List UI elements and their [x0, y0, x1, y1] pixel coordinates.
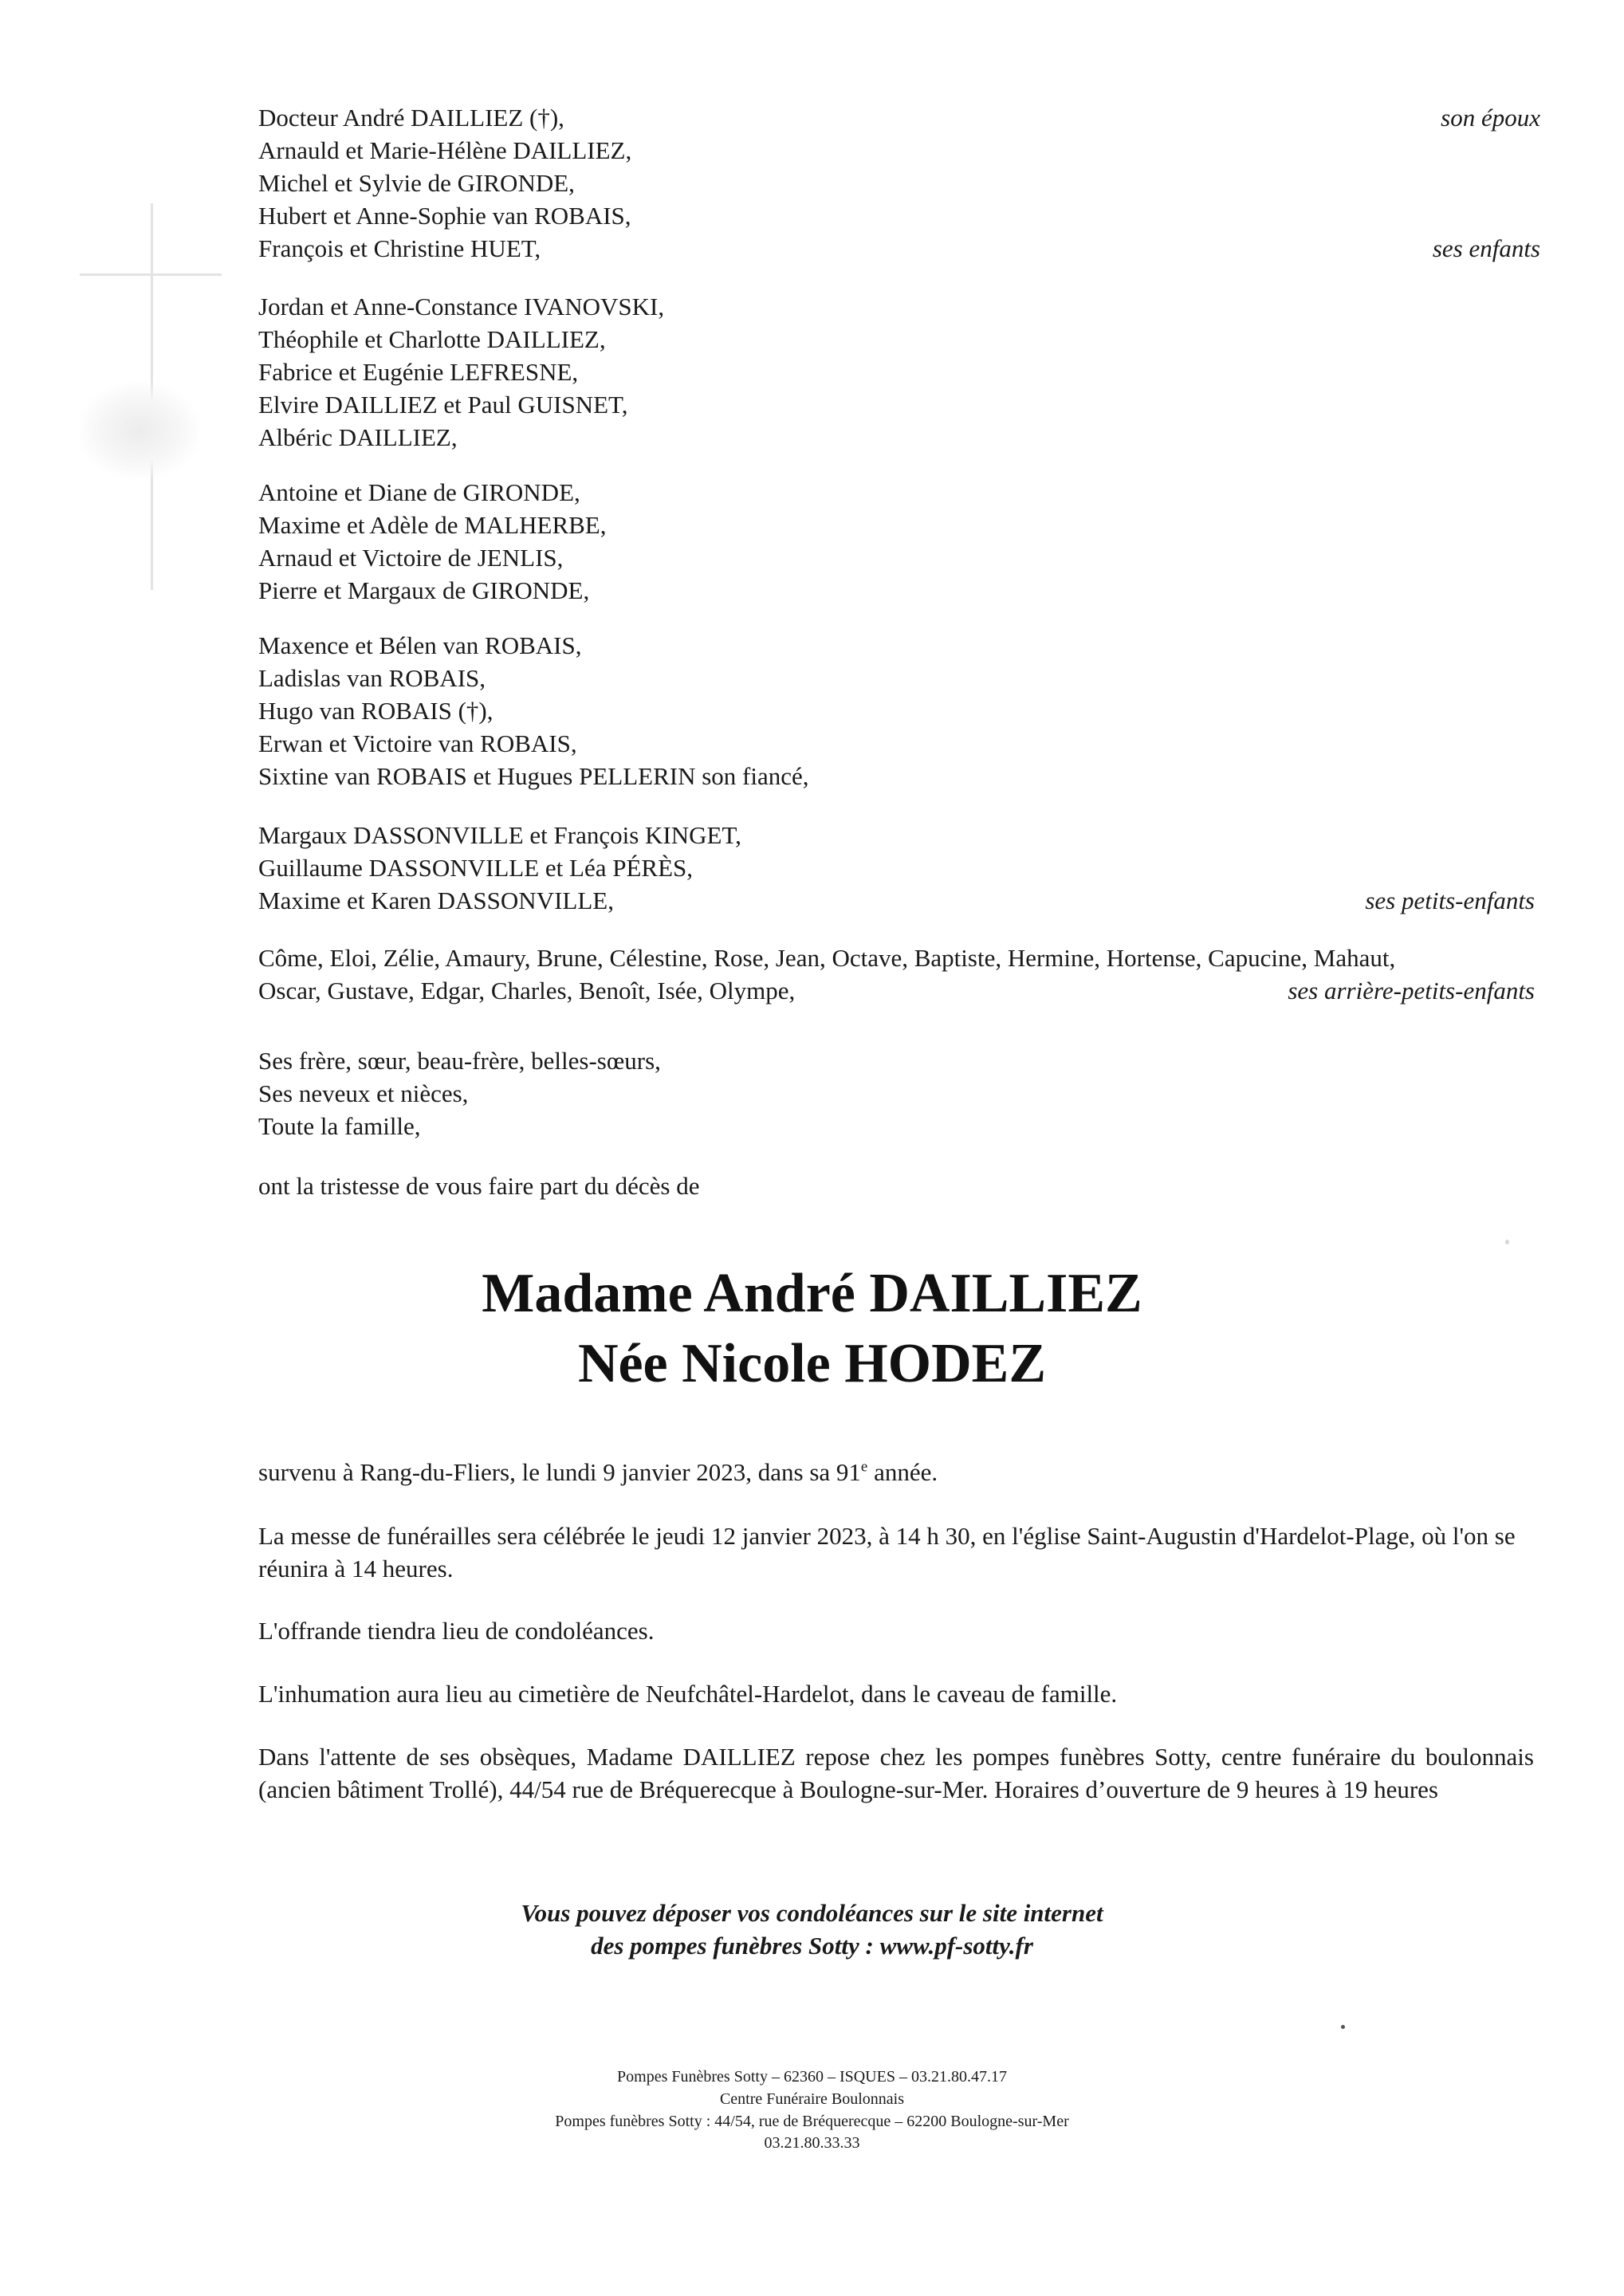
- family-line: Docteur André DAILLIEZ (†), son époux: [258, 101, 1534, 134]
- condolences-line-2: des pompes funèbres Sotty : www.pf-sotty.fr: [591, 1932, 1033, 1960]
- family-line: Hugo van ROBAIS (†),: [258, 697, 493, 725]
- family-line: Ladislas van ROBAIS,: [258, 664, 486, 692]
- family-line: Elvire DAILLIEZ et Paul GUISNET,: [258, 391, 628, 419]
- family-line: Hubert et Anne-Sophie van ROBAIS,: [258, 202, 631, 230]
- family-line: Albéric DAILLIEZ,: [258, 423, 458, 451]
- family-line: Maxime et Karen DASSONVILLE, ses petits-enfants: [258, 884, 1534, 917]
- family-line: François et Christine HUET, ses enfants: [258, 232, 1534, 265]
- family-line: Michel et Sylvie de GIRONDE,: [258, 169, 575, 197]
- relation-label: ses enfants: [1432, 234, 1540, 262]
- family-line: Ses frère, sœur, beau-frère, belles-sœurs,: [258, 1047, 661, 1075]
- announcement-line: ont la tristesse de vous faire part du décès de: [258, 1172, 700, 1200]
- family-line: Arnauld et Marie-Hélène DAILLIEZ,: [258, 136, 632, 164]
- death-notice: survenu à Rang-du-Fliers, le lundi 9 janvier 2023, dans sa 91e année.: [258, 1458, 938, 1486]
- family-group-grandchildren-dailliez: [258, 290, 1534, 454]
- cross-watermark-horizontal: [80, 273, 222, 276]
- family-line: Pierre et Margaux de GIRONDE,: [258, 576, 590, 604]
- family-line: Théophile et Charlotte DAILLIEZ,: [258, 325, 606, 353]
- family-group-extended: [258, 1044, 1534, 1142]
- family-group-grandchildren-gironde: [258, 476, 1534, 607]
- family-line: Jordan et Anne-Constance IVANOVSKI,: [258, 293, 665, 320]
- family-line: Toute la famille,: [258, 1112, 421, 1140]
- paper-smudge: [80, 383, 199, 478]
- family-line: Ses neveux et nièces,: [258, 1079, 469, 1107]
- viewing-paragraph: Dans l'attente de ses obsèques, Madame DAILLIEZ repose chez les pompes funèbres Sotty, centre funéraire du boulonnais (ancien bâtiment Trollé), 44/54 rue de Bréquerecque à Boulogne-sur-Mer. Horaires d’ouverture de 9 heures à 19 heures: [258, 1743, 1534, 1803]
- family-line: Côme, Eloi, Zélie, Amaury, Brune, Célestine, Rose, Jean, Octave, Baptiste, Hermine, Hortense, Capucine, Mahaut,: [258, 944, 1396, 972]
- relation-label: ses petits-enfants: [1365, 887, 1535, 914]
- family-line: Fabrice et Eugénie LEFRESNE,: [258, 358, 579, 386]
- family-group-great-grandchildren: [258, 942, 1534, 1007]
- family-group-grandchildren-robais: [258, 629, 1534, 792]
- relation-label: ses arrière-petits-enfants: [1288, 977, 1535, 1005]
- family-line: Antoine et Diane de GIRONDE,: [258, 478, 580, 506]
- family-line: Arnaud et Victoire de JENLIS,: [258, 544, 564, 572]
- offering-paragraph: L'offrande tiendra lieu de condoléances.: [258, 1617, 655, 1645]
- deceased-name: Madame André DAILLIEZ: [482, 1263, 1142, 1324]
- family-line: Margaux DASSONVILLE et François KINGET,: [258, 821, 741, 849]
- family-line: Guillaume DASSONVILLE et Léa PÉRÈS,: [258, 854, 694, 882]
- family-line: Oscar, Gustave, Edgar, Charles, Benoît, Isée, Olympe, ses arrière-petits-enfants: [258, 974, 1534, 1007]
- footer-centre-name: Centre Funéraire Boulonnais: [719, 2090, 905, 2108]
- burial-paragraph: L'inhumation aura lieu au cimetière de Neufchâtel-Hardelot, dans le caveau de famille.: [258, 1680, 1118, 1708]
- family-line: Maxime et Adèle de MALHERBE,: [258, 511, 607, 539]
- family-line: Maxence et Bélen van ROBAIS,: [258, 631, 582, 659]
- footer-phone: 03.21.80.33.33: [764, 2134, 860, 2152]
- footer-address-1: Pompes Funèbres Sotty – 62360 – ISQUES – 03.21.80.47.17: [617, 2068, 1007, 2086]
- footer-address-2: Pompes funèbres Sotty : 44/54, rue de Bréquerecque – 62200 Boulogne-sur-Mer: [555, 2113, 1069, 2130]
- funeral-mass-paragraph: La messe de funérailles sera célébrée le jeudi 12 janvier 2023, à 14 h 30, en l'église Saint-Augustin d'Hardelot-Plage, où l'on se réunira à 14 heures.: [258, 1522, 1516, 1582]
- speck: [1505, 1240, 1509, 1244]
- deceased-maiden-name: Née Nicole HODEZ: [577, 1333, 1047, 1394]
- family-group-grandchildren-dassonville: [258, 819, 1534, 917]
- condolences-line-1: Vous pouvez déposer vos condoléances sur le site internet: [521, 1899, 1103, 1927]
- relation-label: son époux: [1441, 104, 1540, 132]
- family-line: Sixtine van ROBAIS et Hugues PELLERIN son fiancé,: [258, 762, 809, 790]
- family-group-spouse-children: [258, 101, 1540, 265]
- family-line: Erwan et Victoire van ROBAIS,: [258, 729, 577, 757]
- speck: [1341, 2025, 1345, 2029]
